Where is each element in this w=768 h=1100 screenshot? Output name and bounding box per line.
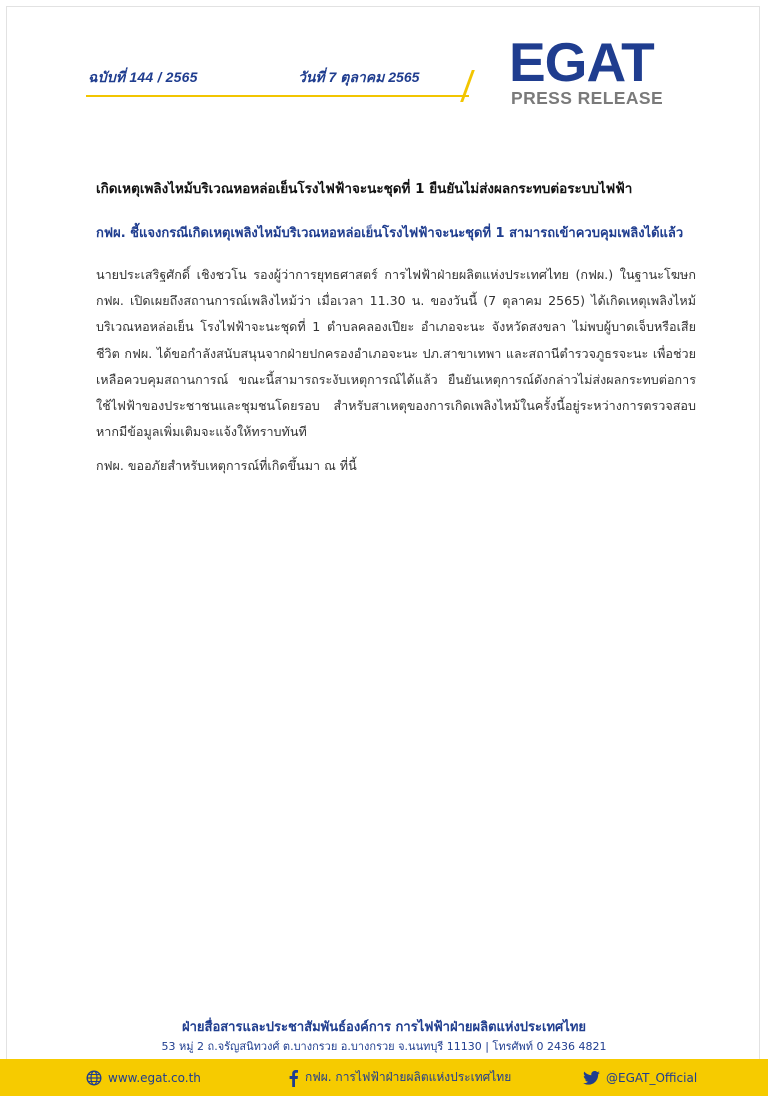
egat-logo xyxy=(509,31,687,116)
article-body xyxy=(96,262,696,480)
footer-twitter[interactable] xyxy=(583,1059,697,1096)
logo-subtitle: PRESS RELEASE xyxy=(511,88,664,108)
article-closing: กฟผ. ขออภัยสำหรับเหตุการณ์ที่เกิดขึ้นมา ณ ที่นี้ xyxy=(96,458,357,474)
twitter-link[interactable]: @EGAT_Official xyxy=(606,1070,698,1085)
article-paragraph: นายประเสริฐศักดิ์ เชิงชวโน รองผู้ว่าการยุทธศาสตร์ การไฟฟ้าฝ่ายผลิตแห่งประเทศไทย (กฟผ.) ในฐานะโฆษก กฟผ. เปิดเผยถึงสถานการณ์เพลิงไหม้ว่า เมื่อเวลา 11.30 น. ของวันนี้ (7 ตุลาคม 2565) ได้เกิดเหตุเพลิงไหม้บริเวณหอหล่อเย็น โรงไฟฟ้าจะนะชุดที่ 1 ตำบลคลองเปียะ อำเภอจะนะ จังหวัดสงขลา ไม่พบผู้บาดเจ็บหรือเสียชีวิต กฟผ. ได้ขอกำลังสนับสนุนจากฝ่ายปกครองอำเภอจะนะ ปภ.สาขาเทพา และสถานีตำรวจภูธรจะนะ เพื่อช่วยเหลือควบคุมสถานการณ์ ขณะนี้สามารถระงับเหตุการณ์ได้แล้ว ยืนยันเหตุการณ์ดังกล่าวไม่ส่งผลกระทบต่อการใช้ไฟฟ้าของประชาชนและชุมชนโดยรอบ สำหรับสาเหตุของการเกิดเพลิงไหม้ในครั้งนี้อยู่ระหว่างการตรวจสอบ หากมีข้อมูลเพิ่มเติมจะแจ้งให้ทราบทันที xyxy=(96,267,696,440)
release-date: วันที่ 7 ตุลาคม 2565 xyxy=(298,69,420,85)
issue-number: ฉบับที่ 144 / 2565 xyxy=(88,69,198,85)
header-divider xyxy=(86,95,469,97)
footer-bar xyxy=(0,1059,768,1096)
website-link[interactable]: www.egat.co.th xyxy=(108,1070,201,1085)
article-title: เกิดเหตุเพลิงไหม้บริเวณหอหล่อเย็นโรงไฟฟ้าจะนะชุดที่ 1 ยืนยันไม่ส่งผลกระทบต่อระบบไฟฟ้า xyxy=(96,181,633,197)
footer-website[interactable] xyxy=(86,1059,201,1096)
facebook-icon xyxy=(288,1069,299,1087)
footer-facebook[interactable] xyxy=(288,1059,511,1096)
page-frame xyxy=(6,6,760,1092)
article-subtitle: กฟผ. ชี้แจงกรณีเกิดเหตุเพลิงไหม้บริเวณหอหล่อเย็นโรงไฟฟ้าจะนะชุดที่ 1 สามารถเข้าควบคุมเพลิงได้แล้ว xyxy=(96,226,684,241)
twitter-icon xyxy=(583,1071,600,1085)
facebook-link[interactable]: กฟผ. การไฟฟ้าฝ่ายผลิตแห่งประเทศไทย xyxy=(305,1070,512,1084)
logo-wordmark: EGAT xyxy=(509,31,654,93)
footer-organization: ฝ่ายสื่อสารและประชาสัมพันธ์องค์การ การไฟฟ้าฝ่ายผลิตแห่งประเทศไทย xyxy=(181,1020,587,1035)
footer-address: 53 หมู่ 2 ถ.จรัญสนิทวงศ์ ต.บางกรวย อ.บางกรวย จ.นนทบุรี 11130 | โทรศัพท์ 0 2436 4821 xyxy=(161,1040,607,1053)
globe-icon xyxy=(86,1070,102,1086)
